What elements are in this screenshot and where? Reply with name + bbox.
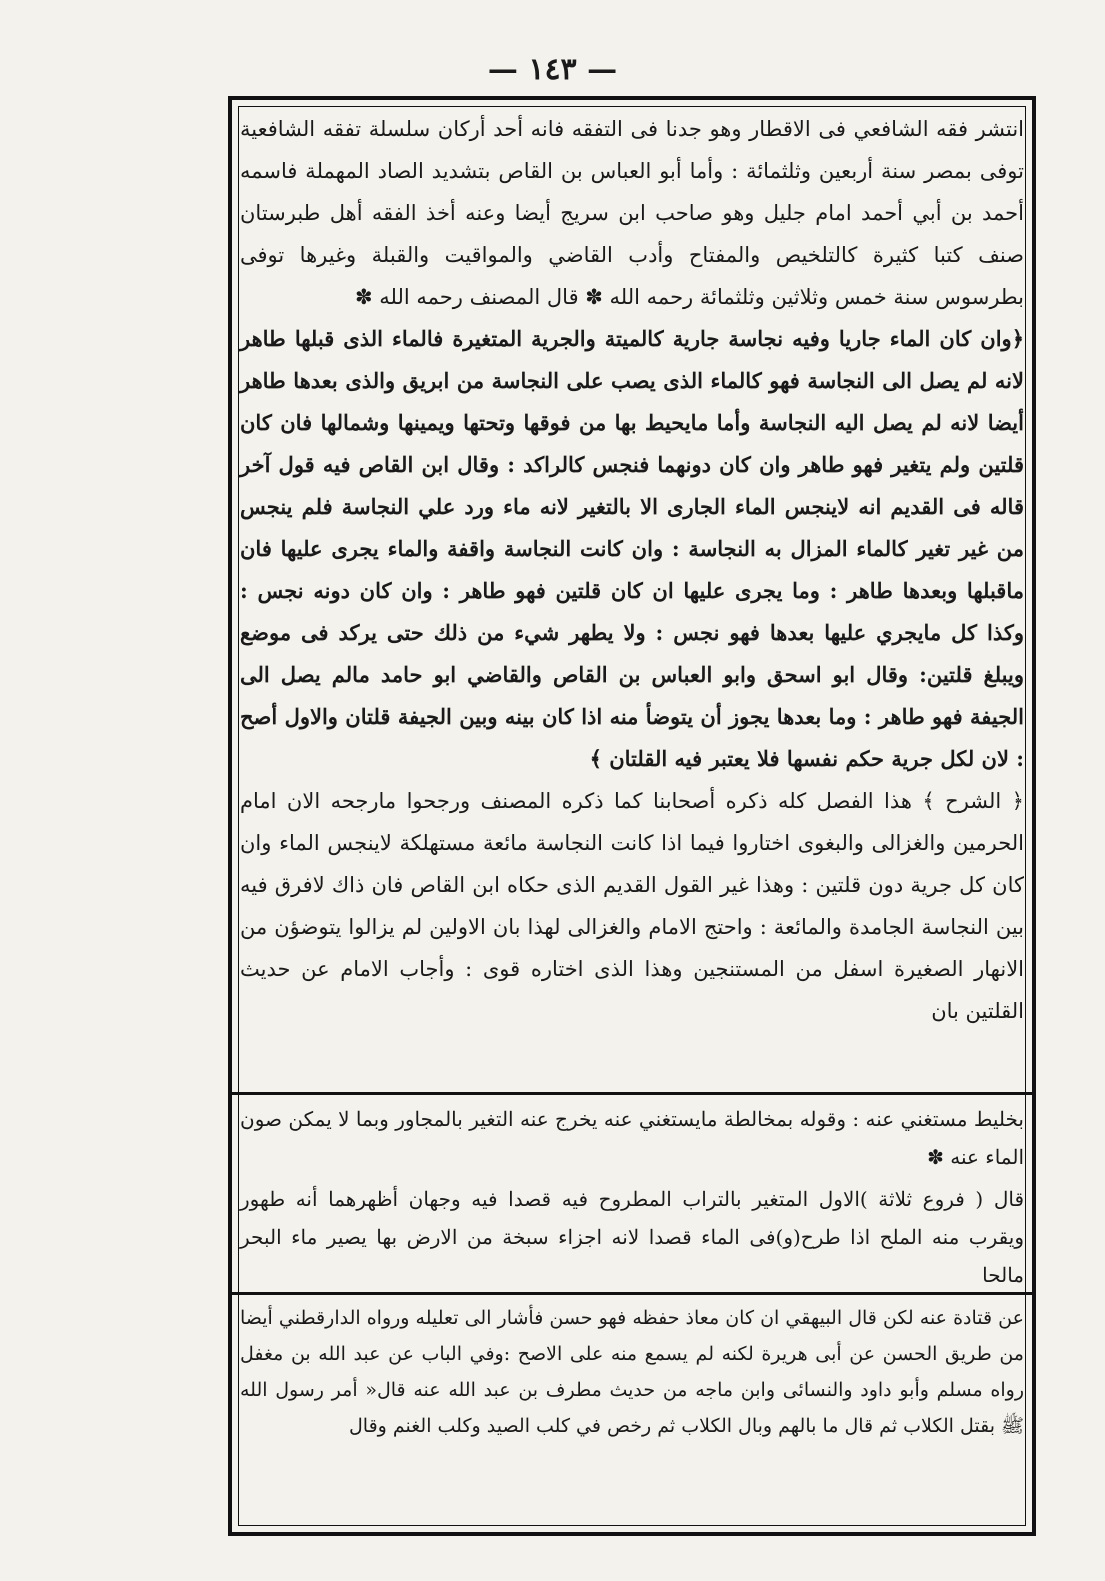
- matn-paragraph: ﴿وان كان الماء جاريا وفيه نجاسة جارية كالميتة والجرية المتغيرة فالماء الذى قبلها طاهر لانه لم يصل الى النجاسة فهو كالماء الذى يصب على النجاسة من ابريق والذى بعدها طاهر أيضا لانه لم يصل اليه النجاسة وأما مايحيط بها من فوقها وتحتها ويمينها وشمالها فان كان قلتين ولم يتغير فهو طاهر وان كان دونهما فنجس كالراكد : وقال ابن القاص فيه قول آخر قاله فى القديم انه لاينجس الماء الجارى الا بالتغير لانه ماء ورد علي النجاسة فلم ينجس من غير تغير كالماء المزال به النجاسة : وان كانت النجاسة واقفة والماء يجرى عليها فان ماقبلها وبعدها طاهر : وما يجرى عليها ان كان قلتين فهو طاهر : وان كان دونه نجس : وكذا كل مايجري عليها بعدها فهو نجس : ولا يطهر شيء من ذلك حتى يركد فى موضع ويبلغ قلتين: وقال ابو اسحق وابو العباس بن القاص والقاضي ابو حامد مالم يصل الى الجيفة فهو طاهر : وما بعدها يجوز أن يتوضأ منه اذا كان بينه وبين الجيفة قلتان والاول أصح : لان لكل جرية حكم نفسها فلا يعتبر فيه القلتان ﴾: [240, 326, 1024, 771]
- footer-text: [240, 1300, 1024, 1518]
- section-divider-1: [232, 1092, 1032, 1095]
- section-divider-2: [232, 1292, 1032, 1295]
- page-frame: [228, 96, 1036, 1536]
- middle-text: [240, 1100, 1024, 1286]
- middle-paragraph-1: بخليط مستغني عنه : وقوله بمخالطة مايستغني عنه يخرج عنه التغير بالمجاور وبما لا يمكن صون الماء عنه ✽: [240, 1107, 1024, 1169]
- middle-paragraph-2: قال ( فروع ثلاثة )الاول المتغير بالتراب المطروح فيه قصدا فيه وجهان أظهرهما أنه طهور ويقرب منه الملح اذا طرح(و)فى الماء قصدا لانه اجزاء سبخة من الارض بها يصير ماء البحر مالحا: [240, 1187, 1025, 1287]
- main-paragraph-1: انتشر فقه الشافعي فى الاقطار وهو جدنا فى التفقه فانه أحد أركان سلسلة تفقه الشافعية توفى بمصر سنة أربعين وثلثمائة : وأما أبو العباس بن القاص بتشديد الصاد المهملة فاسمه أحمد بن أبي أحمد امام جليل وهو صاحب ابن سريج أيضا وعنه أخذ الفقه أهل طبرستان صنف كتبا كثيرة كالتلخيص والمفتاح وأدب القاضي والمواقيت والقبلة وغيرها توفى بطرسوس سنة خمس وثلاثين وثلثمائة رحمه الله ✽ قال المصنف رحمه الله ✽: [240, 117, 1024, 309]
- footer-paragraph: عن قتادة عنه لكن قال البيهقي ان كان معاذ حفظه فهو حسن فأشار الى تعليله ورواه الدارقطني أيضا من طريق الحسن عن أبى هريرة لكنه لم يسمع منه على الاصح :وفي الباب عن عبد الله بن مغفل رواه مسلم وأبو داود والنسائى وابن ماجه من حديث مطرف بن عبد الله عنه قال« أمر رسول الله ﷺ بقتل الكلاب ثم قال ما بالهم وبال الكلاب ثم رخص في كلب الصيد وكلب الغنم وقال: [240, 1307, 1024, 1437]
- page-number: — ١٤٣ —: [487, 52, 618, 87]
- main-text: [240, 108, 1024, 1086]
- commentary-paragraph: ﴿ الشرح ﴾ هذا الفصل كله ذكره أصحابنا كما ذكره المصنف ورجحوا مارجحه الان امام الحرمين والغزالى والبغوى اختاروا فيما اذا كانت النجاسة مائعة مستهلكة لاينجس الماء وان كان كل جرية دون قلتين : وهذا غير القول القديم الذى حكاه ابن القاص فان ذاك لافرق فيه بين النجاسة الجامدة والمائعة : واحتج الامام والغزالى لهذا بان الاولين لم يزالوا يتوضؤن من الانهار الصغيرة اسفل من المستنجين وهذا الذى اختاره قوى : وأجاب الامام عن حديث القلتين بان: [240, 789, 1024, 1023]
